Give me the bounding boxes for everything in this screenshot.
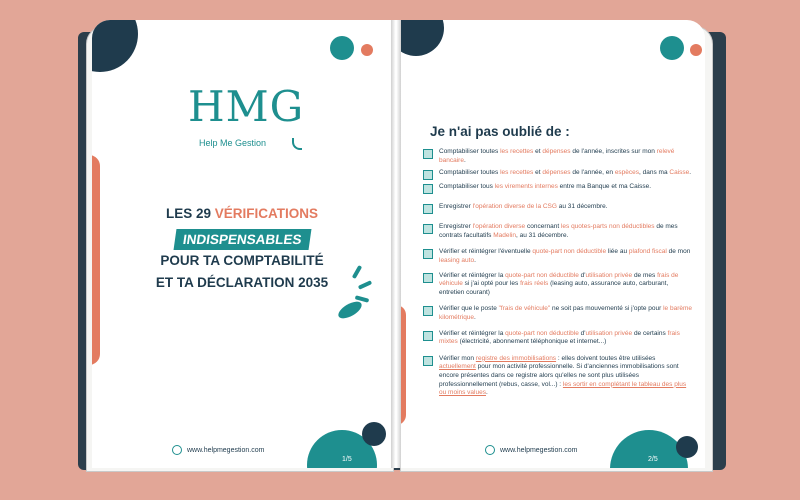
text-segment: (électricité, abonnement téléphonique et internet...) (457, 338, 607, 346)
highlighted-text: relevé bancaire (439, 148, 675, 164)
website-link[interactable]: www.helpmegestion.com (500, 447, 578, 454)
highlighted-text: plafond fiscal (628, 248, 667, 256)
highlighted-text: les recettes (500, 148, 534, 155)
highlighted-text: frais de véhicule (439, 271, 679, 288)
checklist (423, 148, 693, 398)
highlighted-text: les sortir en complétant le tableau des plus ou moins values (439, 380, 687, 397)
text-segment: pour mon activité professionnelle. Si d'anciennes immobilisations sont encore présentes dans ce registre alors qu'elles ne sont plus utilisées professionnellement (rebus, casse, vol...) : (439, 363, 679, 388)
highlighted-text: actuellement (439, 363, 476, 371)
checklist-item-text (439, 169, 691, 178)
text-segment: . (463, 156, 466, 164)
highlighted-text: quote-part non déductible (532, 248, 607, 256)
text-segment: de mes contrats facultatifs (439, 223, 678, 239)
text-segment: . (474, 256, 476, 264)
highlighted-text: l'opération diverse de la CSG (472, 203, 557, 211)
text-segment: d' (578, 329, 586, 337)
text-segment: Enregistrer (439, 223, 473, 231)
text-segment: et (533, 169, 543, 177)
checklist-item-text (439, 330, 693, 347)
text-segment: Vérifier mon (439, 354, 476, 362)
checklist-item (423, 305, 693, 322)
checkbox-icon[interactable] (423, 356, 433, 366)
left-page (92, 20, 392, 468)
checkbox-icon[interactable] (423, 170, 433, 180)
decor-circle-navy (400, 20, 444, 56)
text-segment: de mes (632, 271, 658, 279)
text-segment: de certains (632, 329, 668, 337)
highlighted-text: utilisation privée (585, 329, 633, 337)
decor-dot-coral (361, 44, 373, 56)
decor-circle-navy (92, 20, 138, 72)
right-page (400, 20, 705, 468)
text-segment: et (533, 148, 543, 155)
title-line-2 (92, 229, 392, 250)
checkbox-icon[interactable] (423, 224, 433, 234)
book-spine (391, 20, 401, 468)
text-segment: Comptabiliser toutes (439, 148, 501, 155)
checklist-item-text (439, 272, 693, 298)
logo-mark: HMG (188, 82, 305, 131)
text-segment: d' (578, 271, 586, 279)
highlighted-text: quote-part non déductible (505, 329, 579, 337)
checklist-item-text (439, 203, 608, 212)
text-segment: Comptabiliser toutes (439, 169, 501, 177)
text-segment: Enregistrer (439, 203, 473, 211)
checklist-item (423, 183, 693, 194)
highlighted-text: espèces (614, 169, 640, 177)
text-segment: (leasing auto, assurance auto, carburant, entretien courant) (439, 280, 669, 296)
checkbox-icon[interactable] (423, 331, 433, 341)
text-segment: Vérifier et réintégrer l'éventuelle (439, 248, 533, 256)
title-accent: VÉRIFICATIONS (214, 206, 319, 221)
highlighted-text: l'opération diverse (472, 223, 526, 231)
website-link[interactable]: www.helpmegestion.com (187, 447, 265, 454)
highlighted-text: Madelin (493, 231, 516, 239)
checkbox-icon[interactable] (423, 149, 433, 159)
checklist-item (423, 148, 693, 165)
checklist-item (423, 169, 693, 180)
checklist-item-text (439, 183, 651, 192)
checkbox-icon[interactable] (423, 273, 433, 283)
title-line-4: ET TA DÉCLARATION 2035 (155, 275, 329, 290)
text-segment: . (485, 389, 488, 397)
globe-icon (172, 445, 182, 455)
logo-tagline: Help Me Gestion (199, 138, 267, 148)
decor-dot-teal (660, 36, 684, 60)
text-segment: Vérifier et réintégrer la (439, 271, 506, 279)
highlighted-text: le barème kilométrique (439, 305, 693, 321)
title-line-3: POUR TA COMPTABILITÉ (160, 253, 324, 268)
checkbox-icon[interactable] (423, 204, 433, 214)
checklist-item-text (439, 355, 693, 398)
highlighted-text: les quotes-parts non déductibles (560, 223, 655, 231)
highlighted-text: frais réels (520, 280, 549, 288)
title-line-1 (92, 206, 392, 221)
text-segment: ne soit pas mouvementé si j'opte pour (550, 305, 664, 313)
highlighted-text: dépenses (542, 169, 571, 177)
highlighted-text: dépenses (542, 148, 571, 155)
page-number: 2/5 (648, 456, 658, 463)
checklist-item-text (439, 305, 693, 322)
highlighted-text: leasing auto (439, 256, 475, 264)
text-segment: concernant (525, 223, 561, 231)
text-segment: entre ma Banque et ma Caisse. (557, 183, 652, 191)
text-segment: , au 31 décembre. (515, 231, 569, 239)
highlighted-text: utilisation privée (585, 271, 633, 279)
text-segment: , dans ma (639, 169, 670, 177)
checklist-item (423, 355, 693, 398)
checklist-item-text (439, 148, 693, 165)
checklist-item (423, 248, 693, 265)
checkbox-icon[interactable] (423, 249, 433, 259)
checklist-item (423, 223, 693, 240)
highlighted-text: les virements internes (494, 183, 558, 191)
checklist-heading: Je n'ai pas oublié de : (430, 124, 570, 139)
checkbox-icon[interactable] (423, 306, 433, 316)
highlighted-text: frais mixtes (439, 329, 680, 346)
text-segment: au 31 décembre. (556, 203, 608, 211)
leaf-shape (336, 298, 365, 321)
logo-swoosh (292, 138, 302, 150)
checklist-item (423, 203, 693, 214)
text-segment: liée au (606, 248, 629, 256)
highlighted-text: "frais de véhicule" (498, 305, 551, 313)
checklist-item-text (439, 248, 693, 265)
text-segment: Vérifier que le poste (439, 305, 499, 313)
globe-icon (485, 445, 495, 455)
decor-dot-navy (362, 422, 386, 446)
text-segment: de l'année, en (570, 169, 615, 177)
highlighted-text: Caisse (669, 169, 690, 177)
highlighted-text: les recettes (500, 169, 534, 177)
checklist-item (423, 272, 693, 298)
highlighted-text: registre des immobilisations (475, 354, 557, 362)
decor-dot-coral (690, 44, 702, 56)
decor-dot-navy (676, 436, 698, 458)
checklist-item-text (439, 223, 693, 240)
text-segment: si j'ai opté pour les (462, 280, 521, 288)
decor-dot-teal (330, 36, 354, 60)
checkbox-icon[interactable] (423, 184, 433, 194)
text-segment: : elles doivent toutes être utilisées (556, 354, 656, 362)
text-segment: de l'année, inscrites sur mon (570, 148, 657, 155)
text-segment: de mon (666, 248, 691, 256)
page-number: 1/5 (342, 456, 352, 463)
text-segment: Comptabiliser tous (439, 183, 495, 191)
checklist-item (423, 330, 693, 347)
text-segment: . (474, 313, 476, 321)
highlighted-text: quote-part non déductible (505, 271, 579, 279)
text-segment: Vérifier et réintégrer la (439, 329, 506, 337)
text-segment: . (689, 169, 692, 177)
title-prefix: LES 29 (165, 206, 215, 221)
title-badge: INDISPENSABLES (173, 229, 310, 250)
